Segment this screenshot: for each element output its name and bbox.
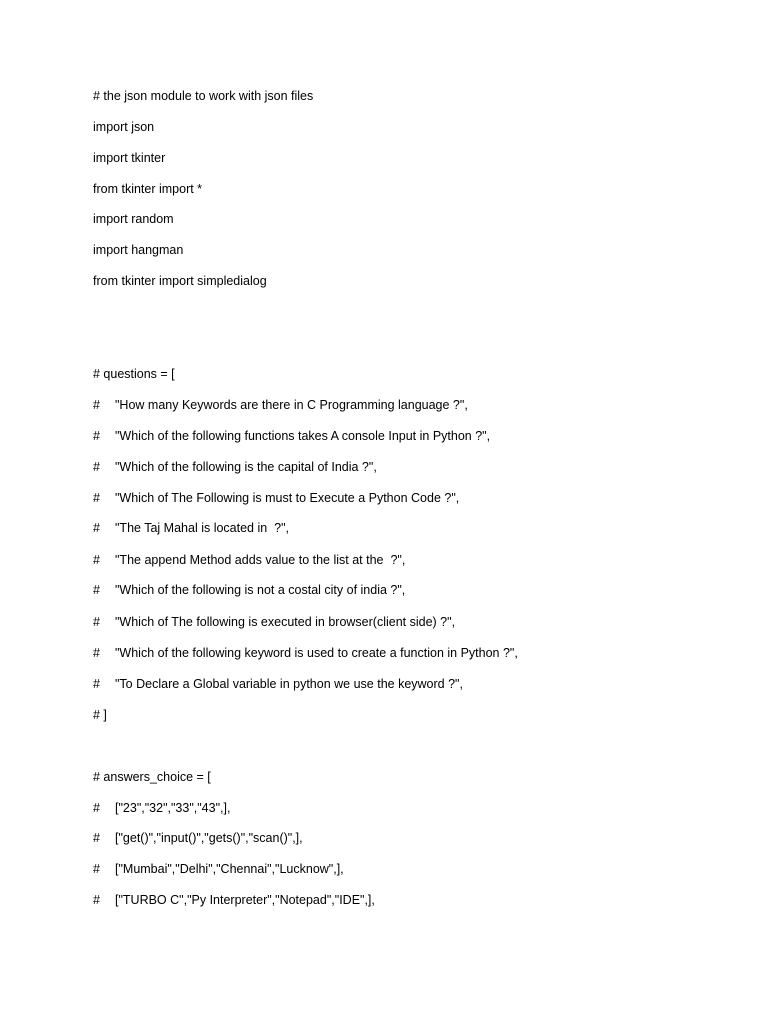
question-text: "The Taj Mahal is located in ?", (115, 521, 290, 535)
question-line (93, 490, 459, 506)
comment-marker: # (93, 521, 100, 535)
code-line: from tkinter import simpledialog (93, 274, 267, 288)
question-text: "Which of the following functions takes A console Input in Python ?", (115, 429, 491, 443)
question-line (93, 614, 455, 630)
code-line: from tkinter import * (93, 182, 203, 196)
comment-marker: # (93, 862, 100, 876)
question-text: "The append Method adds value to the list at the ?", (115, 553, 406, 567)
comment-marker: # (93, 429, 100, 443)
questions-footer: # ] (93, 708, 107, 722)
code-line: import random (93, 212, 174, 226)
question-line (93, 397, 468, 413)
answer-text: ["Mumbai","Delhi","Chennai","Lucknow",], (115, 862, 344, 876)
question-text: "Which of the following is the capital of India ?", (115, 460, 377, 474)
question-text: "How many Keywords are there in C Programming language ?", (115, 398, 468, 412)
comment-marker: # (93, 801, 100, 815)
question-text: "Which of the following is not a costal city of india ?", (115, 583, 406, 597)
comment-marker: # (93, 491, 100, 505)
code-line: import hangman (93, 243, 184, 257)
question-text: "Which of the following keyword is used to create a function in Python ?", (115, 646, 518, 660)
answer-line (93, 892, 375, 908)
answer-line (93, 861, 344, 877)
comment-marker: # (93, 553, 100, 567)
answers-header: # answers_choice = [ (93, 770, 211, 784)
question-line (93, 459, 377, 475)
answer-text: ["TURBO C","Py Interpreter","Notepad","IDE",], (115, 893, 375, 907)
questions-header: # questions = [ (93, 367, 175, 381)
code-line: import json (93, 120, 155, 134)
question-line (93, 645, 518, 661)
comment-marker: # (93, 460, 100, 474)
answer-text: ["get()","input()","gets()","scan()",], (115, 831, 303, 845)
code-comment-line: # the json module to work with json files (93, 89, 314, 103)
comment-marker: # (93, 677, 100, 691)
question-text: "To Declare a Global variable in python we use the keyword ?", (115, 677, 463, 691)
comment-marker: # (93, 893, 100, 907)
answer-text: ["23","32","33","43",], (115, 801, 231, 815)
comment-marker: # (93, 831, 100, 845)
question-line (93, 552, 405, 568)
question-line (93, 428, 490, 444)
question-line (93, 676, 463, 692)
comment-marker: # (93, 583, 100, 597)
question-line (93, 582, 405, 598)
answer-line (93, 830, 303, 846)
question-text: "Which of The Following is must to Execute a Python Code ?", (115, 491, 460, 505)
answer-line (93, 800, 230, 816)
comment-marker: # (93, 615, 100, 629)
comment-marker: # (93, 646, 100, 660)
code-line: import tkinter (93, 151, 166, 165)
comment-marker: # (93, 398, 100, 412)
question-text: "Which of The following is executed in browser(client side) ?", (115, 615, 456, 629)
question-line (93, 520, 289, 536)
